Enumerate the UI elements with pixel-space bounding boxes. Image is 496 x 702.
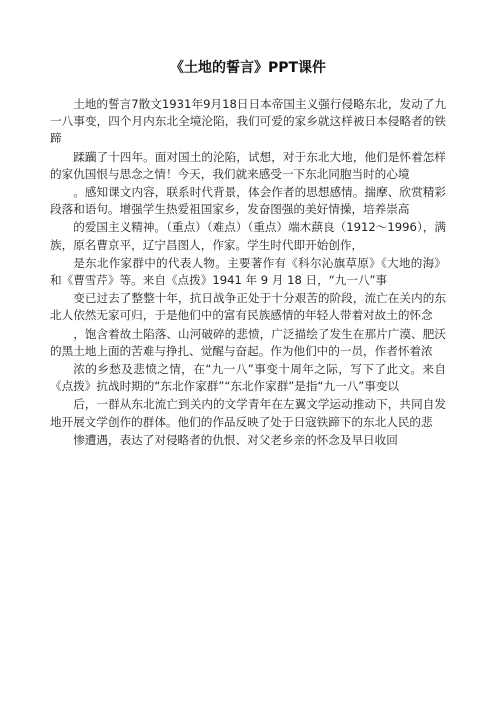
document-title: 《土地的誓言》PPT课件 xyxy=(169,60,327,76)
paragraph: 的爱国主义精神。（重点）（难点）（重点）端木蕻良（1912～1996），满族，原名曹京平，辽宁昌图人，作家。学生时代即开始创作， xyxy=(50,220,446,252)
paragraph: 土地的誓言7散文1931年9月18日日本帝国主义强行侵略东北，发动了九一八事变，四个月内东北全境沦陷，我们可爱的家乡就这样被日本侵略者的铁蹄 xyxy=(50,97,446,146)
paragraph: 浓的乡愁及悲愤之情，在“九一八”事变十周年之际，写下了此文。来自《点拨》抗战时期的“东北作家群”“东北作家群”是指“九一八”事变以 xyxy=(50,362,446,394)
paragraph: 后，一群从东北流亡到关内的文学青年在左翼文学运动推动下，共同自发地开展文学创作的群体。他们的作品反映了处于日寇铁蹄下的东北人民的悲 xyxy=(50,397,446,429)
paragraph: 蹂躏了十四年。面对国土的沦陷，试想，对于东北大地，他们是怀着怎样的家仇国恨与思念之情！今天，我们就来感受一下东北同胞当时的心境 xyxy=(50,149,446,181)
paragraph: ，饱含着故土陷落、山河破碎的悲愤，广泛描绘了发生在那片广漠、肥沃的黑土地上面的苦难与挣扎、觉醒与奋起。作为他们中的一员，作者怀着浓 xyxy=(50,326,446,358)
paragraph: 。感知课文内容，联系时代背景，体会作者的思想感情。揣摩、欣赏精彩段落和语句。增强学生热爱祖国家乡，发奋图强的美好情操，培养崇高 xyxy=(50,185,446,217)
paragraph: 惨遭遇，表达了对侵略者的仇恨、对父老乡亲的怀念及早日收回 xyxy=(73,432,398,447)
paragraph: 变已过去了整整十年，抗日战争正处于十分艰苦的阶段，流亡在关内的东北人依然无家可归，于是他们中的富有民族感情的年轻人带着对故土的怀念 xyxy=(50,291,446,323)
paragraph: 是东北作家群中的代表人物。主要著作有《科尔沁旗草原》《大地的海》和《曹雪芹》等。来自《点拨》1941 年 9 月 18 日，“九一八”事 xyxy=(50,255,446,288)
